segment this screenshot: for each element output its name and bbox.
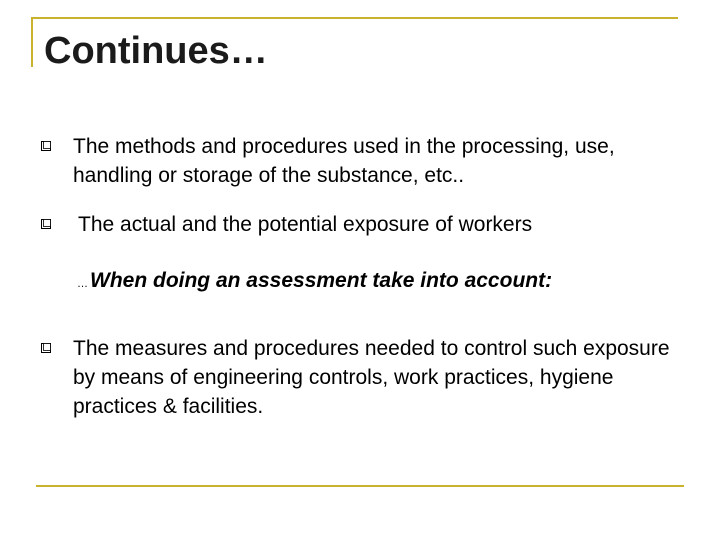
frame-bottom-line — [36, 485, 684, 487]
bullet-text: The measures and procedures needed to control such exposure by means of engineering controls, work practices, hygiene practices & facilities. — [73, 337, 670, 418]
frame-top-line — [31, 17, 678, 19]
note-ellipsis: … — [77, 278, 88, 290]
slide-title: Continues… — [44, 30, 268, 72]
bullet-text: The actual and the potential exposure of workers — [78, 213, 533, 236]
bullet-item — [41, 210, 661, 240]
bullet-item — [41, 132, 661, 192]
bullet-item — [41, 334, 681, 424]
square-bullet-icon — [41, 219, 51, 229]
square-bullet-icon — [41, 141, 51, 151]
square-bullet-icon — [41, 343, 51, 353]
frame-left-line — [31, 17, 33, 67]
assessment-note — [77, 267, 552, 298]
bullet-text: The methods and procedures used in the processing, use, handling or storage of the substance, etc.. — [73, 135, 615, 187]
note-text: When doing an assessment take into account: — [90, 269, 553, 292]
